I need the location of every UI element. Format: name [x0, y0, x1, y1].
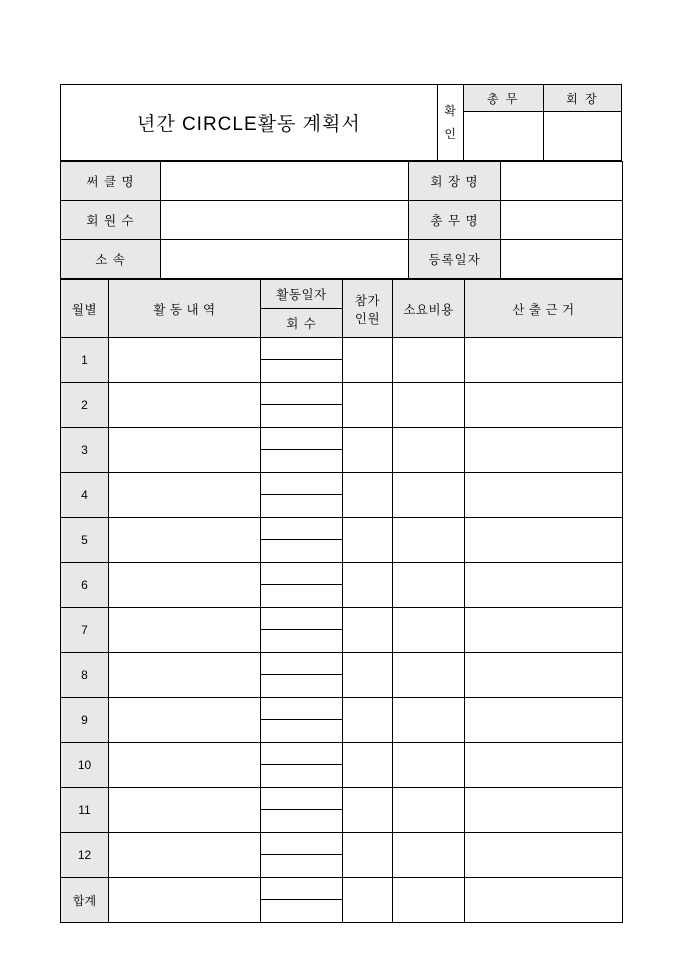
cell-date-count[interactable]: [261, 833, 343, 878]
cell-cost[interactable]: [393, 698, 465, 743]
cell-activity[interactable]: [109, 428, 261, 473]
cell-cost[interactable]: [393, 653, 465, 698]
cell-month: 8: [61, 653, 109, 698]
cell-basis[interactable]: [465, 788, 623, 833]
cell-activity[interactable]: [109, 743, 261, 788]
field-affiliation[interactable]: [161, 240, 409, 279]
cell-date-count[interactable]: [261, 788, 343, 833]
plan-table: [60, 279, 623, 923]
label-registration-date: 등록일자: [409, 240, 501, 279]
cell-date-count[interactable]: [261, 563, 343, 608]
cell-participants[interactable]: [343, 698, 393, 743]
cell-cost[interactable]: [393, 878, 465, 923]
cell-cost[interactable]: [393, 383, 465, 428]
table-row: [61, 563, 623, 608]
confirm-label-line1: 확: [444, 103, 456, 118]
field-chief-name[interactable]: [501, 201, 623, 240]
field-circle-name[interactable]: [161, 162, 409, 201]
cell-month: 6: [61, 563, 109, 608]
header-cost: 소요비용: [393, 280, 465, 338]
cell-participants[interactable]: [343, 428, 393, 473]
cell-count[interactable]: [261, 810, 342, 832]
header-activity: 활 동 내 역: [109, 280, 261, 338]
cell-participants[interactable]: [343, 878, 393, 923]
label-circle-name: 써 클 명: [61, 162, 161, 201]
info-table: [60, 161, 623, 279]
table-row: [61, 383, 623, 428]
cell-date-count[interactable]: [261, 653, 343, 698]
label-member-count: 회 원 수: [61, 201, 161, 240]
cell-cost[interactable]: [393, 833, 465, 878]
header-participants: [343, 280, 393, 338]
cell-basis[interactable]: [465, 473, 623, 518]
cell-cost[interactable]: [393, 788, 465, 833]
table-row: [61, 833, 623, 878]
cell-basis[interactable]: [465, 653, 623, 698]
cell-count[interactable]: [261, 900, 342, 922]
cell-date[interactable]: [261, 698, 342, 720]
cell-date[interactable]: [261, 383, 342, 405]
info-row-member-count: [61, 201, 623, 240]
cell-participants[interactable]: [343, 608, 393, 653]
header-participants-line1: 참가: [354, 293, 381, 308]
cell-date-count[interactable]: [261, 383, 343, 428]
field-registration-date[interactable]: [501, 240, 623, 279]
document-page: [60, 84, 622, 923]
cell-count[interactable]: [261, 360, 342, 382]
confirm-label-line2: 인: [444, 126, 456, 141]
cell-count[interactable]: [261, 540, 342, 562]
cell-date[interactable]: [261, 788, 342, 810]
cell-date[interactable]: [261, 338, 342, 360]
header-count: 회 수: [261, 309, 343, 338]
cell-participants[interactable]: [343, 518, 393, 563]
cell-month: 3: [61, 428, 109, 473]
table-row-total: [61, 878, 623, 923]
cell-date[interactable]: [261, 518, 342, 540]
cell-date-count[interactable]: [261, 518, 343, 563]
cell-month: 10: [61, 743, 109, 788]
cell-count[interactable]: [261, 450, 342, 472]
header-activity-date: 활동일자: [261, 280, 343, 309]
cell-basis[interactable]: [465, 878, 623, 923]
cell-activity[interactable]: [109, 338, 261, 383]
confirm-signature-president[interactable]: [543, 112, 621, 161]
cell-date[interactable]: [261, 608, 342, 630]
field-president-name[interactable]: [501, 162, 623, 201]
cell-participants[interactable]: [343, 788, 393, 833]
table-row: [61, 338, 623, 383]
cell-activity[interactable]: [109, 788, 261, 833]
field-member-count[interactable]: [161, 201, 409, 240]
cell-activity[interactable]: [109, 518, 261, 563]
cell-participants[interactable]: [343, 473, 393, 518]
cell-activity[interactable]: [109, 833, 261, 878]
confirm-label: [437, 85, 463, 161]
cell-basis[interactable]: [465, 698, 623, 743]
cell-date-count[interactable]: [261, 878, 343, 923]
cell-cost[interactable]: [393, 743, 465, 788]
cell-count[interactable]: [261, 855, 342, 877]
cell-date-count[interactable]: [261, 473, 343, 518]
cell-basis[interactable]: [465, 428, 623, 473]
cell-activity[interactable]: [109, 698, 261, 743]
header-month: 월별: [61, 280, 109, 338]
cell-count[interactable]: [261, 495, 342, 517]
cell-activity[interactable]: [109, 653, 261, 698]
cell-activity[interactable]: [109, 563, 261, 608]
header-table: [60, 84, 622, 161]
confirm-col-header-president: 회 장: [543, 85, 621, 112]
cell-month-total: 합계: [61, 878, 109, 923]
cell-date[interactable]: [261, 878, 342, 900]
cell-participants[interactable]: [343, 743, 393, 788]
cell-cost[interactable]: [393, 338, 465, 383]
label-president-name: 회 장 명: [409, 162, 501, 201]
cell-date[interactable]: [261, 743, 342, 765]
cell-month: 9: [61, 698, 109, 743]
cell-cost[interactable]: [393, 563, 465, 608]
cell-date-count[interactable]: [261, 743, 343, 788]
label-chief-name: 총 무 명: [409, 201, 501, 240]
cell-date[interactable]: [261, 563, 342, 585]
cell-date[interactable]: [261, 653, 342, 675]
cell-activity[interactable]: [109, 383, 261, 428]
document-title: 년간 CIRCLE활동 계획서: [61, 85, 438, 161]
cell-basis[interactable]: [465, 518, 623, 563]
header-basis: 산 출 근 거: [465, 280, 623, 338]
table-row: [61, 518, 623, 563]
cell-participants[interactable]: [343, 338, 393, 383]
table-row: [61, 653, 623, 698]
cell-count[interactable]: [261, 585, 342, 607]
cell-basis[interactable]: [465, 338, 623, 383]
cell-month: 5: [61, 518, 109, 563]
cell-date-count[interactable]: [261, 698, 343, 743]
cell-date-count[interactable]: [261, 428, 343, 473]
cell-date-count[interactable]: [261, 608, 343, 653]
cell-month: 12: [61, 833, 109, 878]
cell-basis[interactable]: [465, 608, 623, 653]
cell-count[interactable]: [261, 675, 342, 697]
table-row: [61, 743, 623, 788]
table-row: [61, 698, 623, 743]
cell-cost[interactable]: [393, 518, 465, 563]
table-row: [61, 608, 623, 653]
cell-count[interactable]: [261, 720, 342, 742]
cell-basis[interactable]: [465, 563, 623, 608]
cell-month: 11: [61, 788, 109, 833]
label-affiliation: 소 속: [61, 240, 161, 279]
cell-participants[interactable]: [343, 563, 393, 608]
cell-count[interactable]: [261, 405, 342, 427]
cell-activity[interactable]: [109, 878, 261, 923]
info-row-circle-name: [61, 162, 623, 201]
cell-participants[interactable]: [343, 383, 393, 428]
cell-count[interactable]: [261, 630, 342, 652]
table-row: [61, 428, 623, 473]
cell-activity[interactable]: [109, 608, 261, 653]
info-row-affiliation: [61, 240, 623, 279]
cell-month: 1: [61, 338, 109, 383]
cell-cost[interactable]: [393, 428, 465, 473]
header-participants-line2: 인원: [354, 311, 381, 326]
table-row: [61, 788, 623, 833]
cell-date[interactable]: [261, 833, 342, 855]
cell-participants[interactable]: [343, 653, 393, 698]
cell-cost[interactable]: [393, 608, 465, 653]
cell-activity[interactable]: [109, 473, 261, 518]
cell-basis[interactable]: [465, 743, 623, 788]
cell-month: 7: [61, 608, 109, 653]
cell-date[interactable]: [261, 428, 342, 450]
cell-participants[interactable]: [343, 833, 393, 878]
table-row: [61, 473, 623, 518]
cell-month: 4: [61, 473, 109, 518]
confirm-signature-chief[interactable]: [463, 112, 543, 161]
cell-date[interactable]: [261, 473, 342, 495]
plan-header-row-1: [61, 280, 623, 309]
cell-count[interactable]: [261, 765, 342, 787]
cell-basis[interactable]: [465, 833, 623, 878]
cell-date-count[interactable]: [261, 338, 343, 383]
cell-month: 2: [61, 383, 109, 428]
header-row-top: [61, 85, 622, 112]
confirm-col-header-chief: 총 무: [463, 85, 543, 112]
cell-cost[interactable]: [393, 473, 465, 518]
cell-basis[interactable]: [465, 383, 623, 428]
